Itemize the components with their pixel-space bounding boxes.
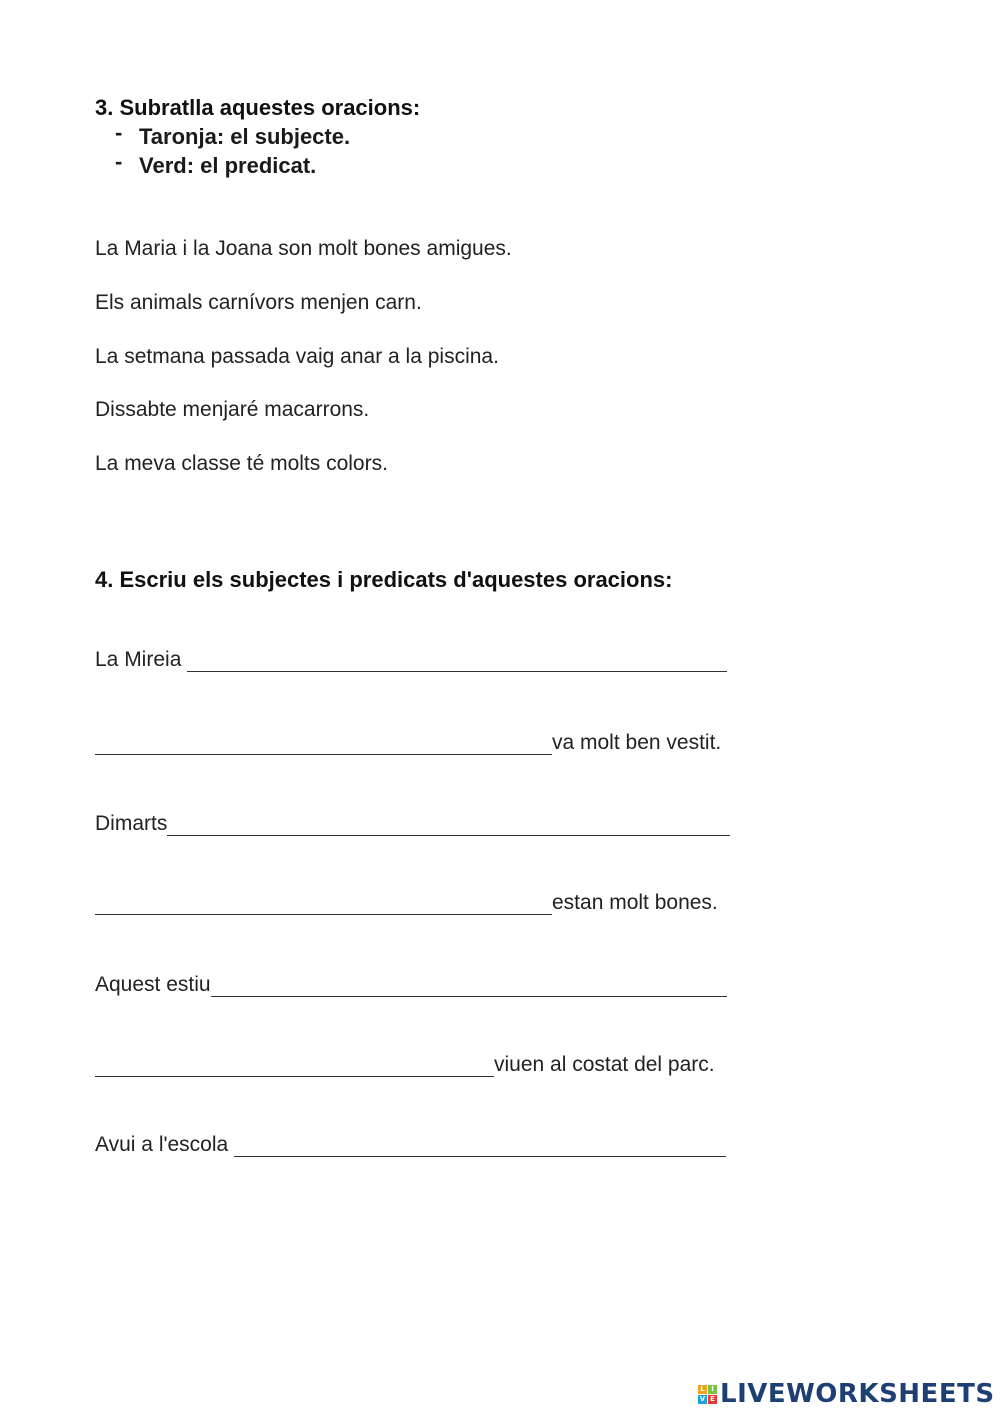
bullet-item bbox=[115, 149, 317, 179]
line-suffix: estan molt bones. bbox=[552, 891, 718, 914]
answer-blank[interactable] bbox=[167, 817, 730, 836]
bullet-item bbox=[115, 120, 351, 150]
line-prefix: Avui a l'escola bbox=[95, 1133, 235, 1156]
sentence-4[interactable]: Dissabte menjaré macarrons. bbox=[95, 398, 370, 421]
line-prefix: Dimarts bbox=[95, 812, 168, 835]
answer-blank[interactable] bbox=[95, 736, 552, 755]
fill-line-3 bbox=[95, 812, 730, 836]
answer-blank[interactable] bbox=[211, 978, 727, 997]
line-prefix: Aquest estiu bbox=[95, 973, 211, 996]
exercise-4-title: 4. Escriu els subjectes i predicats d'aquestes oracions: bbox=[95, 567, 673, 592]
fill-line-2 bbox=[95, 731, 721, 755]
fill-line-1 bbox=[95, 648, 727, 672]
exercise-3-title: 3. Subratlla aquestes oracions: bbox=[95, 95, 421, 120]
bullet-dash: - bbox=[115, 120, 123, 145]
bullet-orange-subject: Taronja: el subjecte. bbox=[139, 124, 351, 149]
sentence-1[interactable]: La Maria i la Joana son molt bones amigues. bbox=[95, 237, 512, 260]
fill-line-4 bbox=[95, 891, 718, 915]
line-suffix: viuen al costat del parc. bbox=[494, 1053, 715, 1076]
fill-line-7 bbox=[95, 1133, 726, 1157]
bullet-green-predicate: Verd: el predicat. bbox=[139, 153, 317, 178]
fill-line-5 bbox=[95, 973, 727, 997]
logo-text: LIVEWORKSHEETS bbox=[720, 1379, 995, 1409]
answer-blank[interactable] bbox=[95, 896, 552, 915]
answer-blank[interactable] bbox=[234, 1138, 726, 1157]
line-suffix: va molt ben vestit. bbox=[552, 731, 722, 754]
sentence-2[interactable]: Els animals carnívors menjen carn. bbox=[95, 291, 422, 314]
line-prefix: La Mireia bbox=[95, 648, 188, 671]
fill-line-6 bbox=[95, 1053, 715, 1077]
logo-mark-icon: L I V E bbox=[698, 1385, 717, 1404]
sentence-5[interactable]: La meva classe té molts colors. bbox=[95, 452, 388, 475]
bullet-dash: - bbox=[115, 149, 123, 174]
answer-blank[interactable] bbox=[187, 653, 727, 672]
sentence-3[interactable]: La setmana passada vaig anar a la piscina. bbox=[95, 345, 499, 368]
liveworksheets-logo[interactable] bbox=[698, 1379, 995, 1409]
answer-blank[interactable] bbox=[95, 1058, 494, 1077]
